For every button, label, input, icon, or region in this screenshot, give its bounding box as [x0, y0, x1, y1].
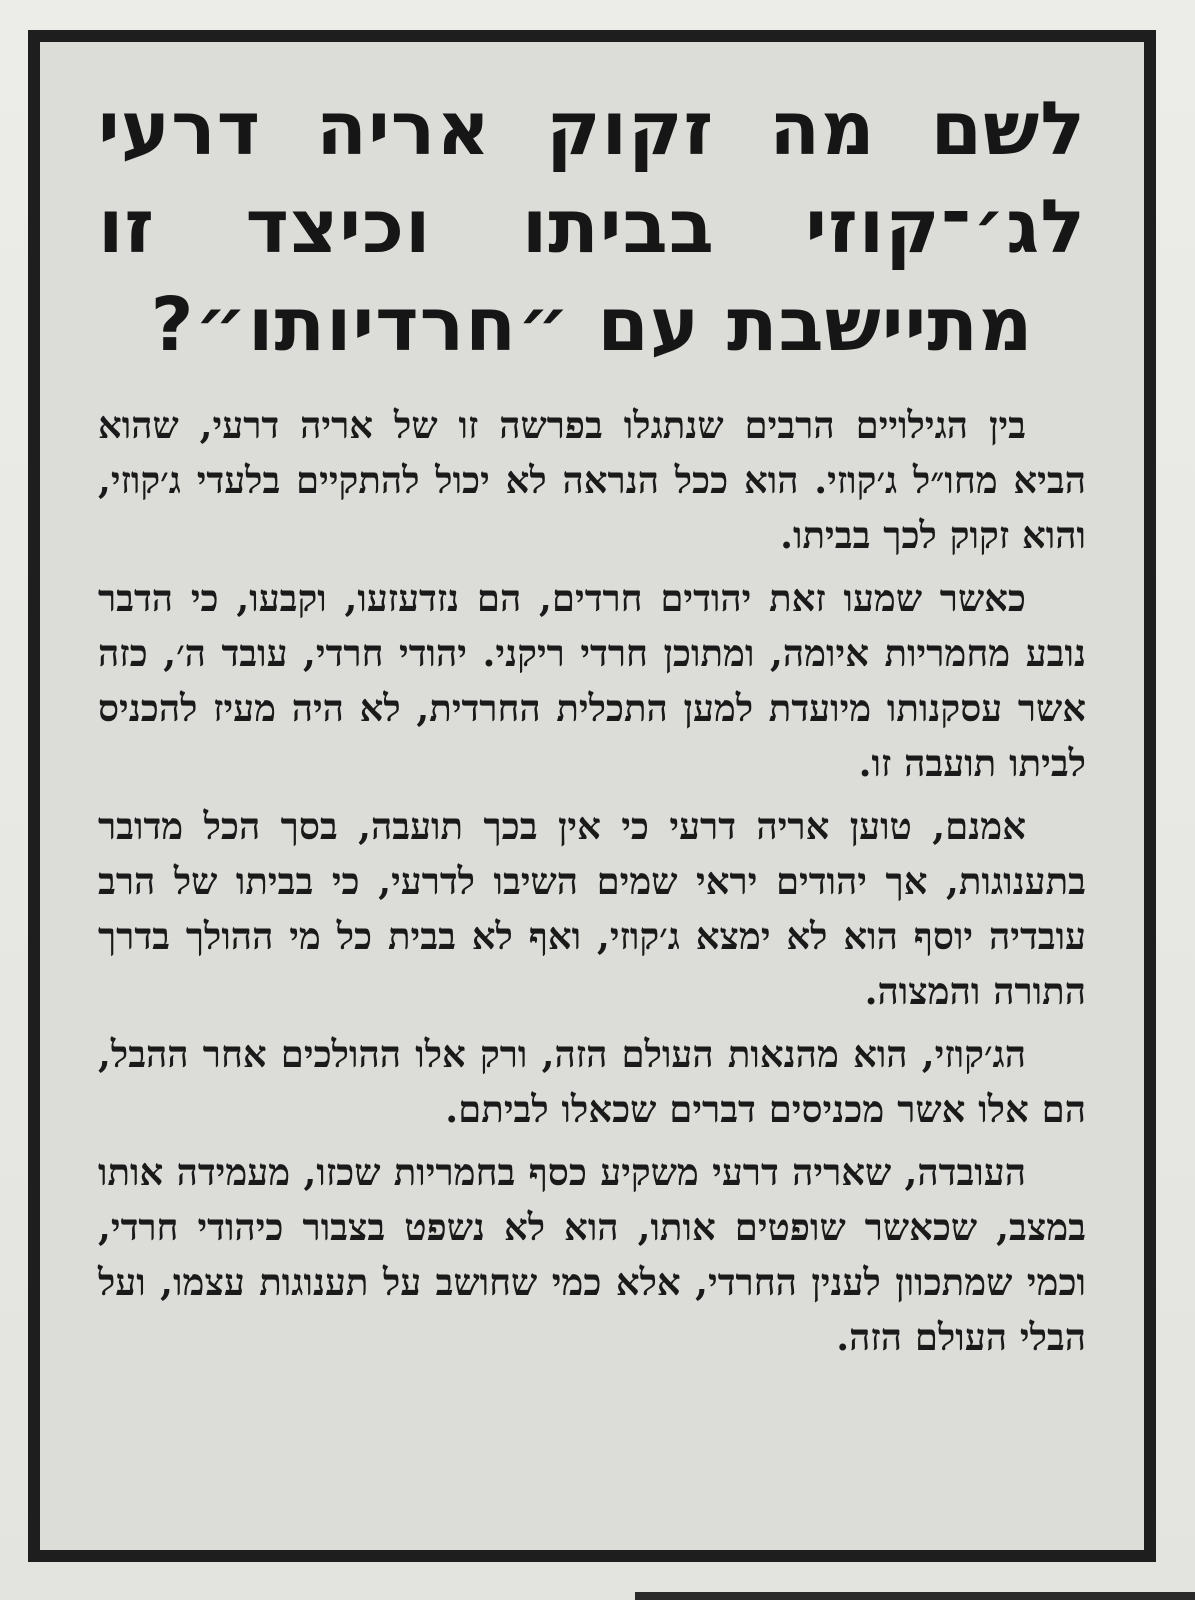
article-paragraph-4: הג׳קוזי, הוא מהנאות העולם הזה, ורק אלו ההולכים אחר ההבל, הם אלו אשר מכניסים דברים שכאלו לביתם.	[98, 1032, 1086, 1131]
article-paragraph-3: אמנם, טוען אריה דרעי כי אין בכך תועבה, בסך הכל מדובר בתענוגות, אך יהודים יראי שמים השיבו לדרעי, כי בביתו של הרב עובדיה יוסף הוא לא ימצא ג׳קוזי, ואף לא בבית כל מי ההולך בדרך התורה והמצוה.	[98, 804, 1086, 1013]
article-body	[98, 398, 1086, 1365]
bottom-divider	[635, 1592, 1195, 1600]
article-box	[28, 30, 1156, 1562]
article-paragraph-5: העובדה, שאריה דרעי משקיע כסף בחמריות שכזו, מעמידה אותו במצב, שכאשר שופטים אותו, הוא לא נשפט בצבור כיהודי חרדי, וכמי שמתכוון לענין החרדי, אלא כמי שחושב על תענוגות עצמו, ועל הבלי העולם הזה.	[98, 1150, 1086, 1359]
article-paragraph-1: בין הגילויים הרבים שנתגלו בפרשה זו של אריה דרעי, שהוא הביא מחו״ל ג׳קוזי. הוא ככל הנראה לא יכול להתקיים בלעדי ג׳קוזי, והוא זקוק לכך בביתו.	[98, 403, 1086, 557]
article-paragraph-2: כאשר שמעו זאת יהודים חרדים, הם נזדעזעו, וקבעו, כי הדבר נובע מחמריות איומה, ומתוכן חרדי ריקני. יהודי חרדי, עובד ה׳, כזה אשר עסקנותו מיועדת למען התכלית החרדית, לא היה מעיז להכניס לביתו תועבה זו.	[98, 576, 1086, 785]
article-headline: לשם מה זקוק אריה דרעי לג׳־קוזי בביתו וכיצד זו מתיישבת עם ״חרדיותו״?	[98, 86, 1086, 368]
